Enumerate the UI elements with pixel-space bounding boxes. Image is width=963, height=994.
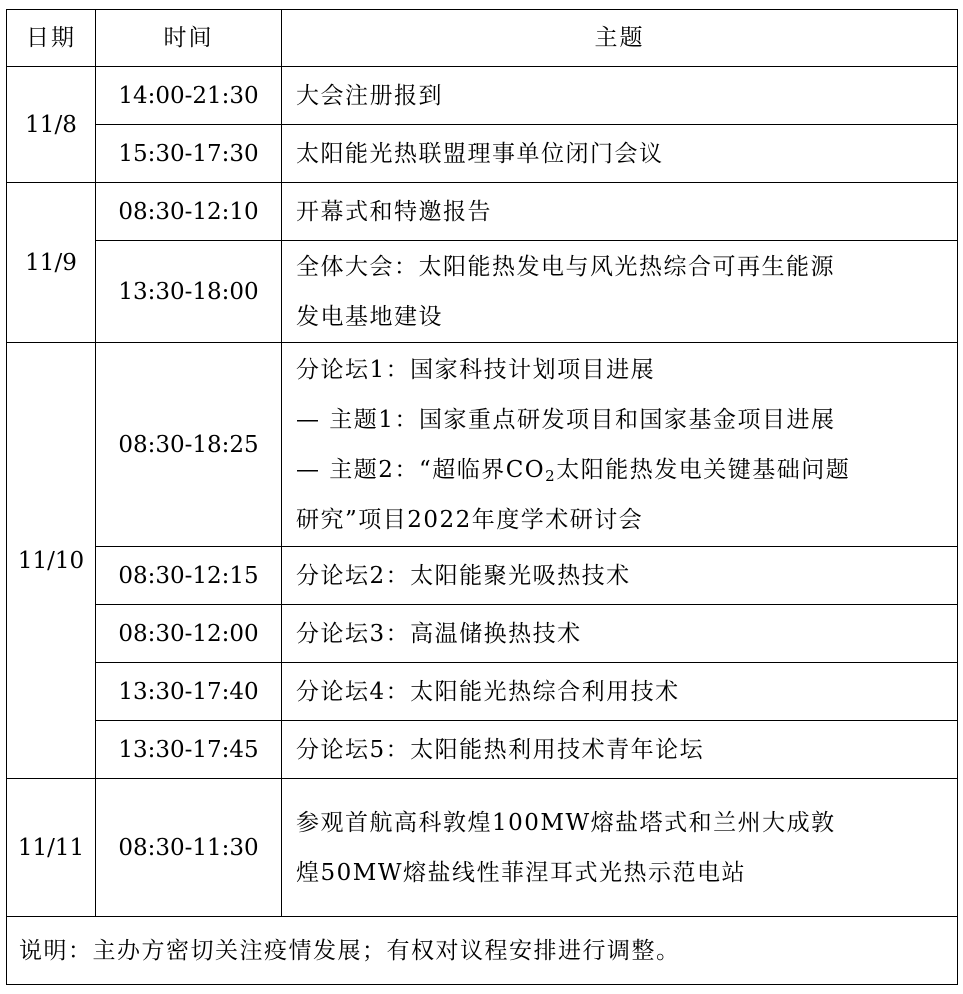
topic-cell: 大会注册报到 bbox=[282, 67, 958, 125]
topic-cell: 开幕式和特邀报告 bbox=[282, 183, 958, 241]
table-row bbox=[7, 125, 958, 183]
time-cell: 08:30-18:25 bbox=[96, 343, 282, 547]
topic-cell: 参观首航高科敦煌100MW熔盐塔式和兰州大成敦 煌50MW熔盐线性菲涅耳式光热示范电站 bbox=[282, 779, 958, 917]
table-row bbox=[7, 721, 958, 779]
note-text: 说明：主办方密切关注疫情发展；有权对议程安排进行调整。 bbox=[7, 917, 958, 985]
time-cell: 08:30-12:00 bbox=[96, 605, 282, 663]
table-row bbox=[7, 183, 958, 241]
date-cell: 11/10 bbox=[7, 343, 96, 779]
topic-cell: 太阳能光热联盟理事单位闭门会议 bbox=[282, 125, 958, 183]
header-date: 日期 bbox=[7, 10, 96, 67]
table-row bbox=[7, 663, 958, 721]
header-row bbox=[7, 10, 958, 67]
date-cell: 11/9 bbox=[7, 183, 96, 343]
header-topic: 主题 bbox=[282, 10, 958, 67]
time-cell: 08:30-12:15 bbox=[96, 547, 282, 605]
table-row bbox=[7, 779, 958, 917]
time-cell: 08:30-12:10 bbox=[96, 183, 282, 241]
note-row bbox=[7, 917, 958, 985]
header-time: 时间 bbox=[96, 10, 282, 67]
topic-cell: 全体大会：太阳能热发电与风光热综合可再生能源 发电基地建设 bbox=[282, 241, 958, 343]
table-row bbox=[7, 241, 958, 343]
time-cell: 13:30-17:45 bbox=[96, 721, 282, 779]
agenda-table bbox=[6, 9, 958, 985]
time-cell: 14:00-21:30 bbox=[96, 67, 282, 125]
time-cell: 13:30-18:00 bbox=[96, 241, 282, 343]
table-row bbox=[7, 547, 958, 605]
table-row bbox=[7, 605, 958, 663]
time-cell: 15:30-17:30 bbox=[96, 125, 282, 183]
topic-cell: 分论坛2：太阳能聚光吸热技术 bbox=[282, 547, 958, 605]
topic-cell: 分论坛1：国家科技计划项目进展 — 主题1：国家重点研发项目和国家基金项目进展 — 主题2：“超临界$CO_2$太阳能热发电关键基础问题 研究”项目2022年度学术研讨会 bbox=[282, 343, 958, 547]
topic-cell: 分论坛5：太阳能热利用技术青年论坛 bbox=[282, 721, 958, 779]
topic-cell: 分论坛4：太阳能光热综合利用技术 bbox=[282, 663, 958, 721]
date-cell: 11/8 bbox=[7, 67, 96, 183]
table-row bbox=[7, 343, 958, 547]
time-cell: 08:30-11:30 bbox=[96, 779, 282, 917]
date-cell: 11/11 bbox=[7, 779, 96, 917]
topic-cell: 分论坛3：高温储换热技术 bbox=[282, 605, 958, 663]
time-cell: 13:30-17:40 bbox=[96, 663, 282, 721]
table-row bbox=[7, 67, 958, 125]
